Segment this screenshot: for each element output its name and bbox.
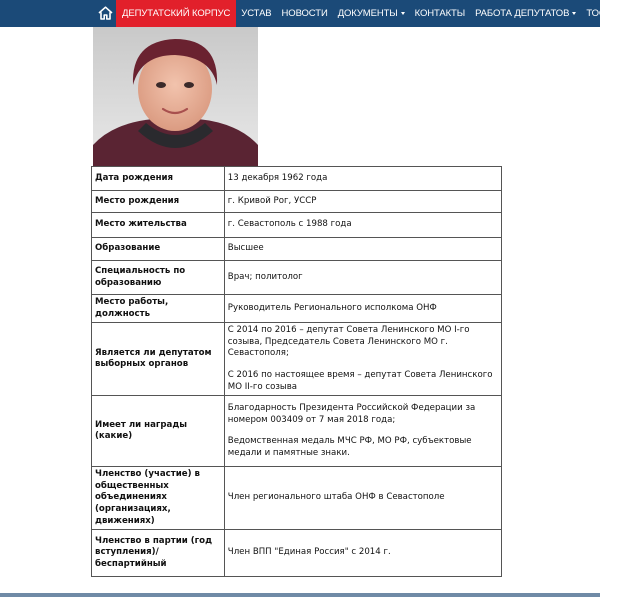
row-value-paragraph: г. Кривой Рог, УССР	[227, 195, 317, 206]
deputy-photo	[93, 27, 258, 167]
table-row	[92, 238, 502, 261]
nav-item-5[interactable]	[470, 0, 581, 27]
row-value-paragraph: С 2016 по настоящее время – депутат Совета Ленинского МО II-го созыва	[227, 369, 493, 392]
table-row	[92, 167, 502, 191]
row-value	[224, 323, 501, 396]
row-value-paragraph: С 2014 по 2016 – депутат Совета Ленинского МО I-го созыва, Председатель Совета Ленинского МО г. Севастополя;	[227, 325, 470, 359]
table-row	[92, 295, 502, 323]
row-label: Место рождения	[92, 191, 225, 213]
table-row	[92, 213, 502, 238]
nav-item-2[interactable]	[277, 0, 333, 27]
row-label: Имеет ли награды (какие)	[92, 396, 225, 467]
nav-item-label: УСТАВ	[241, 8, 272, 19]
top-navbar	[0, 0, 606, 27]
row-value	[224, 295, 501, 323]
row-label: Является ли депутатом выборных органов	[92, 323, 225, 396]
nav-item-1[interactable]	[236, 0, 276, 27]
row-value	[224, 213, 501, 238]
row-value-paragraph: Ведомственная медаль МЧС РФ, МО РФ, субъектовые медали и памятные знаки.	[227, 436, 472, 458]
row-value	[224, 396, 501, 467]
nav-item-3[interactable]	[333, 0, 410, 27]
row-value-paragraph: 13 декабря 1962 года	[227, 172, 328, 183]
table-row	[92, 191, 502, 213]
nav-item-6[interactable]	[581, 0, 617, 27]
nav-menu	[116, 0, 618, 27]
footer-divider	[0, 593, 600, 597]
nav-item-label: НОВОСТИ	[281, 8, 328, 19]
row-value-paragraph: Член ВПП "Единая Россия" с 2014 г.	[227, 547, 391, 558]
row-value	[224, 530, 501, 577]
nav-item-0[interactable]	[116, 0, 236, 27]
nav-item-label: КОНТАКТЫ	[414, 8, 466, 19]
row-label: Место работы, должность	[92, 295, 225, 323]
profile-table	[91, 166, 502, 577]
row-label: Образование	[92, 238, 225, 261]
table-row	[92, 467, 502, 530]
row-value-paragraph: Высшее	[227, 243, 264, 254]
nav-item-label: ДЕПУТАТСКИЙ КОРПУС	[122, 8, 231, 19]
row-label: Дата рождения	[92, 167, 225, 191]
table-row	[92, 396, 502, 467]
row-value	[224, 261, 501, 295]
caret-down-icon	[609, 12, 613, 15]
caret-down-icon	[401, 12, 405, 15]
nav-item-label: ДОКУМЕНТЫ	[337, 8, 398, 19]
row-value	[224, 467, 501, 530]
table-row	[92, 323, 502, 396]
caret-down-icon	[572, 12, 576, 15]
row-value-paragraph: Член регионального штаба ОНФ в Севастополе	[227, 492, 445, 503]
row-value	[224, 167, 501, 191]
nav-item-label: РАБОТА ДЕПУТАТОВ	[475, 8, 570, 19]
row-label: Место жительства	[92, 213, 225, 238]
row-value-paragraph: Руководитель Регионального исполкома ОНФ	[227, 302, 437, 313]
nav-item-label: ТОС	[586, 8, 606, 19]
row-label: Членство (участие) в общественных объединениях (организациях, движениях)	[92, 467, 225, 530]
table-row	[92, 261, 502, 295]
nav-item-4[interactable]	[410, 0, 470, 27]
row-value-paragraph: Благодарность Президента Российской Федерации за номером 003409 от 7 мая 2018 года;	[227, 402, 476, 425]
row-value-paragraph: Врач; политолог	[227, 271, 303, 282]
row-label: Специальность по образованию	[92, 261, 225, 295]
row-value	[224, 238, 501, 261]
row-label: Членство в партии (год вступления)/ беспартийный	[92, 530, 225, 577]
home-icon[interactable]	[96, 4, 114, 22]
table-row	[92, 530, 502, 577]
row-value-paragraph: г. Севастополь с 1988 года	[227, 219, 352, 230]
row-value	[224, 191, 501, 213]
